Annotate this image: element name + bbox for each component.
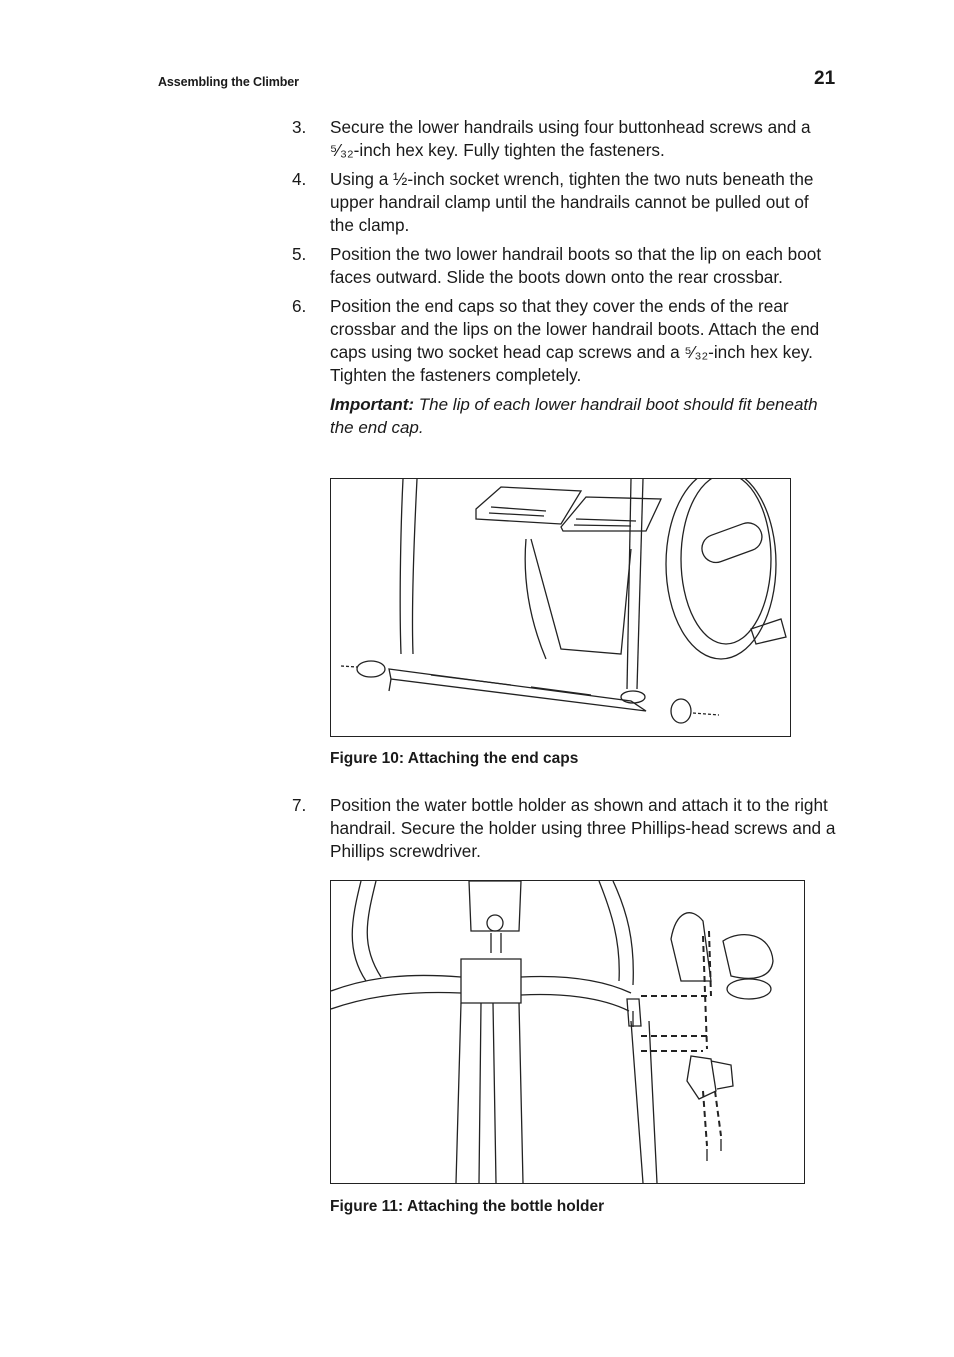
step-text: Using a ½-inch socket wrench, tighten the two nuts beneath the upper handrail clamp until the handrails cannot be pulled out of the clamp. <box>330 169 814 235</box>
step-text: Position the two lower handrail boots so that the lip on each boot faces outward. Slide the boots down onto the rear crossbar. <box>330 244 822 287</box>
figure-11-illustration <box>330 880 805 1184</box>
step-number: 3. <box>292 117 307 137</box>
note-text: The lip of each lower handrail boot should fit beneath the end cap. <box>330 395 818 437</box>
figure-10-caption: Figure 10: Attaching the end caps <box>330 750 579 767</box>
step-number: 6. <box>292 296 307 316</box>
step-number: 4. <box>292 169 307 189</box>
step-text: Secure the lower handrails using four buttonhead screws and a ⁵⁄₃₂-inch hex key. Fully tighten the fasteners. <box>330 117 811 160</box>
step-number: 5. <box>292 244 307 264</box>
instruction-steps-block-2 <box>292 794 837 869</box>
important-note <box>330 393 837 439</box>
step-number: 7. <box>292 795 307 815</box>
page-number: 21 <box>814 68 836 89</box>
step-3 <box>292 116 837 162</box>
step-4 <box>292 168 837 237</box>
step-7 <box>292 794 837 863</box>
step-text: Position the water bottle holder as shown and attach it to the right handrail. Secure the holder using three Phillips-head screws and a Phillips screwdriver. <box>330 795 836 861</box>
figure-11-caption: Figure 11: Attaching the bottle holder <box>330 1198 605 1215</box>
figure-10-illustration <box>330 478 791 737</box>
instruction-steps-block-1 <box>292 116 837 439</box>
step-text: Position the end caps so that they cover the ends of the rear crossbar and the lips on the lower handrail boots. Attach the end caps using two socket head cap screws and a ⁵⁄₃₂-inch hex key. Tighten the fasteners completely. <box>330 296 820 385</box>
note-label: Important: <box>330 395 415 414</box>
step-6 <box>292 295 837 387</box>
step-5 <box>292 243 837 289</box>
section-title: Assembling the Climber <box>158 75 299 89</box>
